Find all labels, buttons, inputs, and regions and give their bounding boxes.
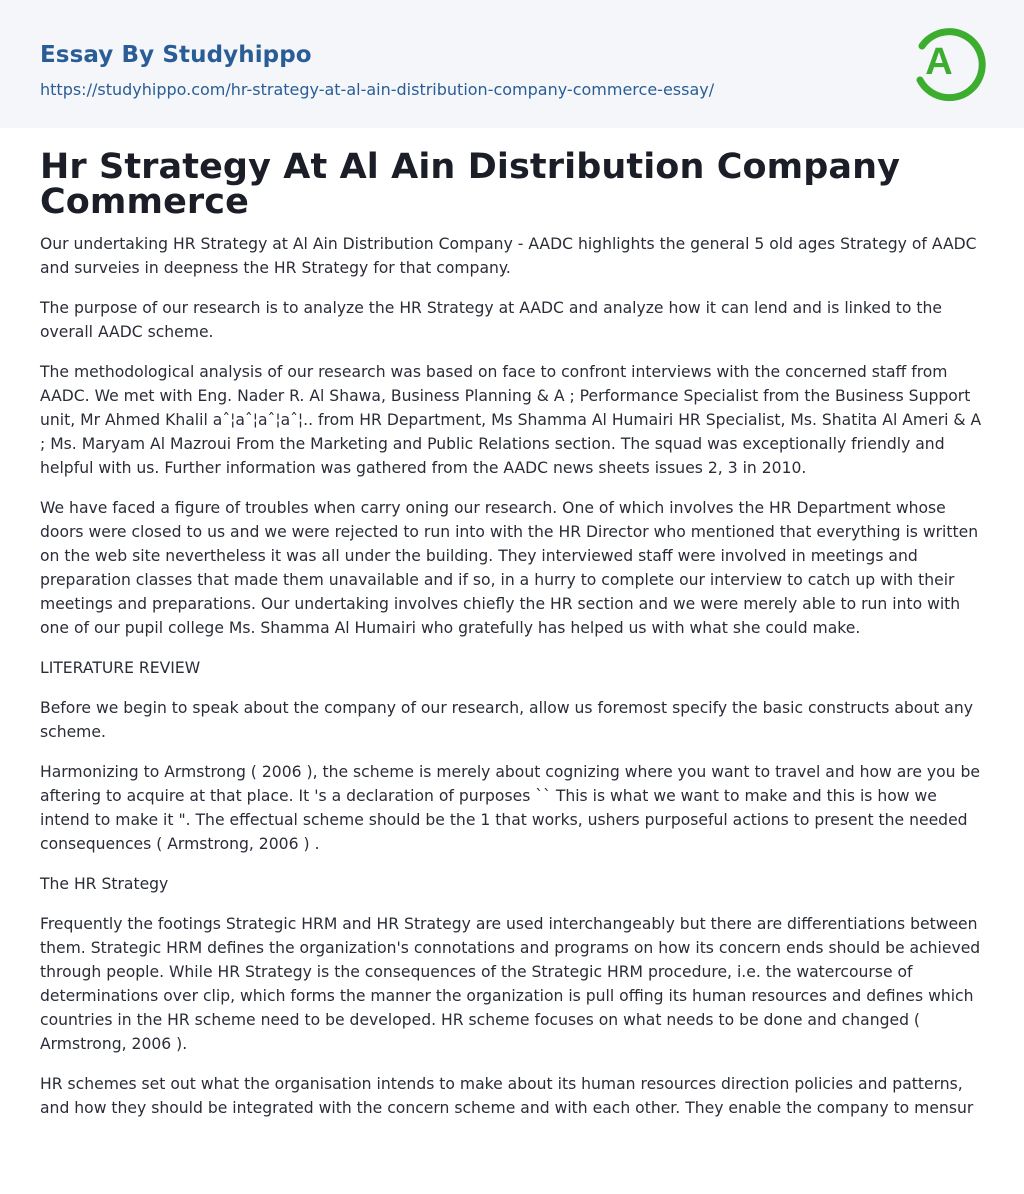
site-brand[interactable]: Essay By Studyhippo	[40, 42, 312, 68]
paragraph-constructs: Before we begin to speak about the company of our research, allow us foremost specify the basic constructs about any scheme.	[40, 699, 973, 741]
paragraph-purpose: The purpose of our research is to analyze the HR Strategy at AADC and analyze how it can lend and is linked to the overall AADC scheme.	[40, 299, 943, 341]
paragraph-strategic-hrm: Frequently the footings Strategic HRM and HR Strategy are used interchangeably but there are differentiations between them. Strategic HRM defines the organization's connotations and programs on how its concern ends should be achieved through people. While HR Strategy is the consequences of the Strategic HRM procedure, i.e. the watercourse of determinations over clip, which forms the manner the organization is pull offing its human resources and defines which countries in the HR scheme need to be developed. HR scheme focuses on what needs to be done and changed ( Armstrong, 2006 ).	[40, 915, 981, 1053]
paragraph-hr-schemes: HR schemes set out what the organisation intends to make about its human resources direction policies and patterns, and how they should be integrated with the concern scheme and with each other. They enable the company to mensur	[40, 1075, 974, 1117]
essay-url-link[interactable]: https://studyhippo.com/hr-strategy-at-al-ain-distribution-company-commerce-essay/	[40, 80, 715, 99]
paragraph-methodology: The methodological analysis of our research was based on face to confront interviews with the concerned staff from AADC. We met with Eng. Nader R. Al Shawa, Business Planning & A ; Performance Specialist from the Business Support unit, Mr Ahmed Khalil aˆ¦aˆ¦aˆ¦aˆ¦.. from HR Department, Ms Shamma Al Humairi HR Specialist, Ms. Shatita Al Ameri & A ; Ms. Maryam Al Mazroui From the Marketing and Public Relations section. The squad was exceptionally friendly and helpful with us. Further information was gathered from the AADC news sheets issues 2, 3 in 2010.	[40, 363, 982, 477]
paragraph-intro: Our undertaking HR Strategy at Al Ain Distribution Company - AADC highlights the general 5 old ages Strategy of AADC and surveies in deepness the HR Strategy for that company.	[40, 235, 977, 277]
article	[0, 128, 1024, 1120]
site-header	[0, 0, 1024, 128]
section-heading-literature-review: LITERATURE REVIEW	[40, 659, 201, 677]
studyhippo-logo-icon[interactable]	[914, 18, 986, 106]
section-heading-hr-strategy: The HR Strategy	[40, 875, 169, 893]
paragraph-troubles: We have faced a figure of troubles when carry oning our research. One of which involves the HR Department whose doors were closed to us and we were rejected to run into with the HR Director who mentioned that everything is written on the web site nevertheless it was all under the building. They interviewed staff were involved in meetings and preparation classes that made them unavailable and if so, in a hurry to complete our interview to catch up with their meetings and preparations. Our undertaking involves chiefly the HR section and we were merely able to run into with one of our pupil college Ms. Shamma Al Humairi who gratefully has helped us with what she could make.	[40, 499, 979, 637]
paragraph-armstrong: Harmonizing to Armstrong ( 2006 ), the scheme is merely about cognizing where you want to travel and how are you be aftering to acquire at that place. It 's a declaration of purposes `` This is what we want to make and this is how we intend to make it ". The effectual scheme should be the 1 that works, ushers purposeful actions to present the needed consequences ( Armstrong, 2006 ) .	[40, 763, 980, 853]
article-title: Hr Strategy At Al Ain Distribution Company Commerce	[40, 147, 901, 222]
logo-letter: A	[925, 41, 953, 83]
